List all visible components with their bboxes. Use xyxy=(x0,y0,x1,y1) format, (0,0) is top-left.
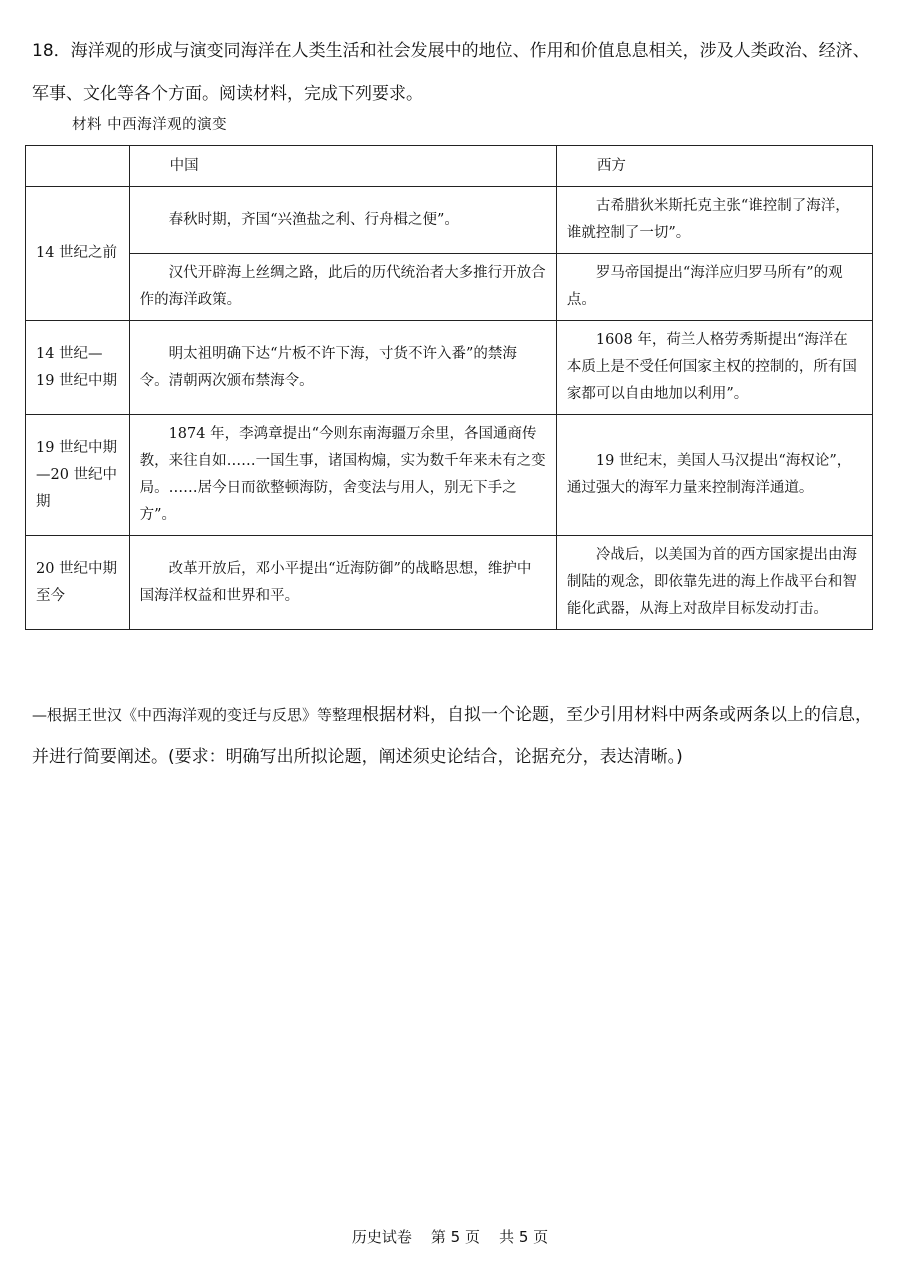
period-label: 14 世纪之前 xyxy=(36,245,118,261)
question-task-paragraph xyxy=(32,694,877,778)
period-label: 14 世纪—19 世纪中期 xyxy=(36,345,118,389)
question-task: 根据材料，自拟一个论题，至少引用材料中两条或两条以上的信息，并进行简要阐述。(要求：明确写出所拟论题，阐述须史论结合，论据充分，表达清晰。) xyxy=(32,705,873,767)
china-text: 改革开放后，邓小平提出“近海防御”的战略思想，维护中国海洋权益和世界和平。 xyxy=(139,560,532,604)
china-cell xyxy=(129,536,556,630)
west-text: 1608 年，荷兰人格劳秀斯提出“海洋在本质上是不受任何国家主权的控制的，所有国家都可以自由地加以利用”。 xyxy=(566,332,857,402)
west-cell xyxy=(556,254,872,321)
header-west: 西方 xyxy=(556,146,872,187)
table-row xyxy=(26,415,873,536)
table-row xyxy=(26,536,873,630)
header-period xyxy=(26,146,130,187)
material-source: —根据王世汉《中西海洋观的变迁与反思》等整理 xyxy=(32,706,363,724)
west-text: 罗马帝国提出“海洋应归罗马所有”的观点。 xyxy=(566,265,843,308)
period-label: 19 世纪中期—20 世纪中期 xyxy=(36,439,118,510)
footer-subject: 历史试卷 xyxy=(351,1228,412,1246)
china-cell xyxy=(129,415,556,536)
material-table xyxy=(25,145,873,630)
period-cell xyxy=(26,536,130,630)
china-cell xyxy=(129,187,556,254)
page-footer xyxy=(0,1226,900,1247)
period-cell xyxy=(26,415,130,536)
china-cell xyxy=(129,321,556,415)
question-intro: 18．海洋观的形成与演变同海洋在人类生活和社会发展中的地位、作用和价值息息相关，涉及人类政治、经济、军事、文化等各个方面。阅读材料，完成下列要求。 xyxy=(32,41,870,104)
west-text: 19 世纪末，美国人马汉提出“海权论”，通过强大的海军力量来控制海洋通道。 xyxy=(566,453,852,496)
table-row xyxy=(26,321,873,415)
west-cell xyxy=(556,321,872,415)
west-text: 冷战后，以美国为首的西方国家提出由海制陆的观念，即依靠先进的海上作战平台和智能化武器，从海上对敌岸目标发动打击。 xyxy=(566,547,857,617)
footer-total: 共 5 页 xyxy=(499,1228,549,1246)
table-row xyxy=(26,254,873,321)
china-text: 明太祖明确下达“片板不许下海，寸货不许入番”的禁海令。清朝两次颁布禁海令。 xyxy=(139,345,517,389)
header-china: 中国 xyxy=(129,146,556,187)
west-cell xyxy=(556,415,872,536)
china-text: 春秋时期，齐国“兴渔盐之利、行舟楫之便”。 xyxy=(168,211,459,228)
west-text: 古希腊狄米斯托克主张“谁控制了海洋，谁就控制了一切”。 xyxy=(566,198,850,241)
china-text: 1874 年，李鸿章提出“今则东南海疆万余里，各国通商传教，来往自如……一国生事，诸国构煽，实为数千年来未有之变局。……居今日而欲整顿海防，舍变法与用人，别无下手之方”。 xyxy=(139,426,546,523)
period-cell xyxy=(26,321,130,415)
period-cell xyxy=(26,187,130,321)
table-header-row xyxy=(26,146,873,187)
china-cell xyxy=(129,254,556,321)
china-text: 汉代开辟海上丝绸之路，此后的历代统治者大多推行开放合作的海洋政策。 xyxy=(139,265,546,308)
period-label: 20 世纪中期至今 xyxy=(36,560,118,604)
material-label: 材料 中西海洋观的演变 xyxy=(72,117,228,133)
footer-page: 第 5 页 xyxy=(430,1228,480,1246)
table-row xyxy=(26,187,873,254)
west-cell xyxy=(556,187,872,254)
west-cell xyxy=(556,536,872,630)
